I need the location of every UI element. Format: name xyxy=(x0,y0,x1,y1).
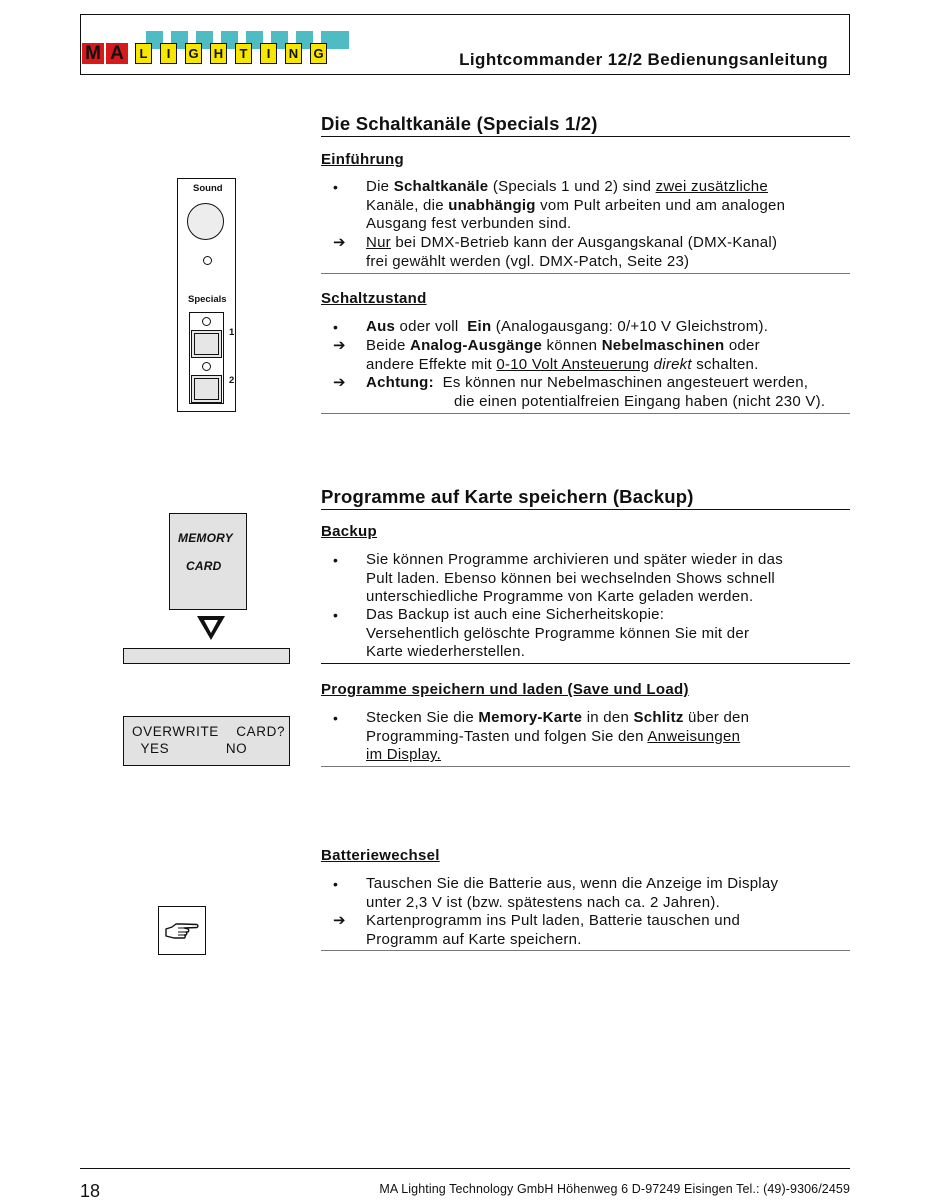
pointing-hand-icon xyxy=(158,906,206,955)
list-item xyxy=(333,178,853,234)
list-item-text: Aus oder voll Ein (Analogausgang: 0/+10 V Gleichstrom). xyxy=(366,318,769,335)
divider xyxy=(321,413,850,414)
list-item xyxy=(333,234,853,271)
divider xyxy=(321,273,850,274)
subheading-save-load: Programme speichern und laden (Save und Load) xyxy=(321,681,689,698)
list-item xyxy=(333,875,853,912)
list-item-text: Stecken Sie die Memory-Karte in den Schlitz über den Programming-Tasten und folgen Sie den Anweisungen im Display. xyxy=(366,709,750,764)
logo-letter: A xyxy=(106,43,128,64)
logo-letter: I xyxy=(260,43,277,64)
subheading-switch-state: Schaltzustand xyxy=(321,290,427,307)
list-item xyxy=(333,912,853,949)
sound-led xyxy=(203,256,212,265)
arrow-icon: ➔ xyxy=(333,374,346,391)
sound-label: Sound xyxy=(193,183,223,194)
logo-letter: L xyxy=(135,43,152,64)
sound-knob xyxy=(187,203,224,240)
list-item xyxy=(333,337,853,374)
card-slot-illustration xyxy=(123,648,290,664)
divider xyxy=(321,950,850,951)
subheading-backup: Backup xyxy=(321,523,377,540)
list-item xyxy=(333,551,853,607)
list-item-text: Beide Analog-Ausgänge können Nebelmaschinen oder andere Effekte mit 0-10 Volt Ansteuerung direkt schalten. xyxy=(366,337,760,373)
section-title-backup: Programme auf Karte speichern (Backup) xyxy=(321,486,694,507)
list-item xyxy=(333,606,853,662)
list-item-text: Das Backup ist auch eine Sicherheitskopie: Versehentlich gelöschte Programme können Sie mit der Karte wiederherstellen. xyxy=(366,606,750,661)
subheading-battery: Batteriewechsel xyxy=(321,847,440,864)
arrow-icon: ➔ xyxy=(333,337,346,354)
special-1-button xyxy=(191,330,222,358)
logo-letter: G xyxy=(310,43,327,64)
list-item-text: Achtung: Es können nur Nebelmaschinen angesteuert werden, die einen potentialfreien Eingang haben (nicht 230 V). xyxy=(366,374,826,410)
special-2-number: 2 xyxy=(229,375,235,386)
logo-letter: T xyxy=(235,43,252,64)
list-item-text: Kartenprogramm ins Pult laden, Batterie tauschen und Programm auf Karte speichern. xyxy=(366,912,741,948)
specials-label: Specials xyxy=(188,294,227,305)
special-1-led xyxy=(202,317,211,326)
logo-letter: I xyxy=(160,43,177,64)
footer-company-address: MA Lighting Technology GmbH Höhenweg 6 D-97249 Eisingen Tel.: (49)-9306/2459 xyxy=(379,1182,850,1196)
bullet-icon: • xyxy=(333,319,339,335)
display-line-2: YES NO xyxy=(132,741,248,756)
footer-rule xyxy=(80,1168,850,1169)
page-number: 18 xyxy=(80,1181,101,1201)
list-item xyxy=(333,374,853,411)
list-item-text: Tauschen Sie die Batterie aus, wenn die Anzeige im Display unter 2,3 V ist (bzw. spätestens nach ca. 2 Jahren). xyxy=(366,875,779,911)
list-item-text: Nur bei DMX-Betrieb kann der Ausgangskanal (DMX-Kanal) frei gewählt werden (vgl. DMX-Patch, Seite 23) xyxy=(366,234,778,270)
ma-lighting-logo xyxy=(82,30,342,70)
list-item-text: Sie können Programme archivieren und später wieder in das Pult laden. Ebenso können bei wechselnden Shows schnell unterschiedliche Programme von Karte geladen werden. xyxy=(366,551,783,606)
memory-card-label: CARD xyxy=(186,559,222,573)
display-line-1: OVERWRITE CARD? xyxy=(132,724,286,739)
logo-letter: N xyxy=(285,43,302,64)
section-title-specials: Die Schaltkanäle (Specials 1/2) xyxy=(321,113,598,134)
list-item xyxy=(333,318,853,337)
logo-letter: H xyxy=(210,43,227,64)
bullet-icon: • xyxy=(333,552,339,568)
divider xyxy=(321,766,850,767)
subheading-intro: Einführung xyxy=(321,151,404,168)
insert-arrow-icon xyxy=(195,614,227,642)
list-item xyxy=(333,709,853,765)
section-rule xyxy=(321,663,850,664)
bullet-icon: • xyxy=(333,607,339,623)
section-rule xyxy=(321,509,850,510)
logo-letter: M xyxy=(82,43,104,64)
special-2-button xyxy=(191,375,222,403)
logo-letter: G xyxy=(185,43,202,64)
arrow-icon: ➔ xyxy=(333,912,346,929)
memory-card-label: MEMORY xyxy=(178,531,233,545)
bullet-icon: • xyxy=(333,179,339,195)
arrow-icon: ➔ xyxy=(333,234,346,251)
pointing-hand-glyph xyxy=(164,920,200,942)
list-item-text: Die Schaltkanäle (Specials 1 und 2) sind zwei zusätzliche Kanäle, die unabhängig vom Pult arbeiten und am analogen Ausgang fest verbunden sind. xyxy=(366,178,786,233)
special-1-number: 1 xyxy=(229,327,235,338)
bullet-icon: • xyxy=(333,710,339,726)
special-2-led xyxy=(202,362,211,371)
bullet-icon: • xyxy=(333,876,339,892)
logo-teal-block xyxy=(332,31,349,49)
section-rule xyxy=(321,136,850,137)
document-title: Lightcommander 12/2 Bedienungsanleitung xyxy=(459,50,828,69)
